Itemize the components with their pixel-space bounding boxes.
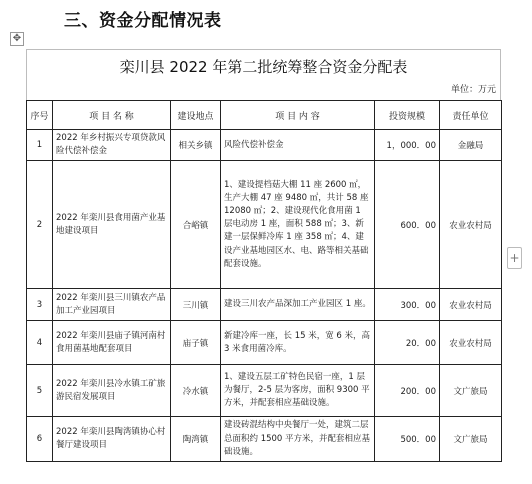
table-row [27, 417, 502, 462]
cell-unit: 文广旅局 [440, 417, 502, 462]
cell-location: 相关乡镇 [171, 130, 221, 161]
table-header-row [27, 101, 502, 130]
cell-unit: 农业农村局 [440, 289, 502, 321]
cell-name: 2022 年栾川县三川镇农产品加工产业园项目 [53, 289, 171, 321]
cell-unit: 农业农村局 [440, 321, 502, 365]
col-header-unit: 责任单位 [440, 101, 502, 130]
cell-content: 1、建设提档菇大棚 11 座 2600 ㎡，生产大棚 47 座 9480 ㎡，共计 58 座 12080 ㎡；2、建设现代化食用菌 1 层电动房 1 座，面积 588 ㎡；3、新建一层保鲜冷库 1 座 358 ㎡；4、建设产业基地园区水、电、路等相关基础配套设施。 [221, 161, 375, 289]
plus-icon[interactable]: + [507, 247, 522, 269]
cell-unit: 农业农村局 [440, 161, 502, 289]
cell-no: 3 [27, 289, 53, 321]
cell-investment: 200．00 [375, 365, 440, 417]
cell-no: 1 [27, 130, 53, 161]
table-row [27, 289, 502, 321]
table-row [27, 130, 502, 161]
cell-name: 2022 年栾川县冷水镇工矿旅游民宿发展项目 [53, 365, 171, 417]
cell-no: 6 [27, 417, 53, 462]
cell-location: 冷水镇 [171, 365, 221, 417]
cell-investment: 300．00 [375, 289, 440, 321]
cell-unit: 文广旅局 [440, 365, 502, 417]
table-row [27, 161, 502, 289]
table-row [27, 321, 502, 365]
cell-location: 庙子镇 [171, 321, 221, 365]
cell-content: 建设砖混结构中央餐厅一处，建筑二层总面积约 1500 平方米，并配套相应基础设施。 [221, 417, 375, 462]
cell-unit: 金融局 [440, 130, 502, 161]
col-header-name: 项 目 名 称 [53, 101, 171, 130]
cell-investment: 600．00 [375, 161, 440, 289]
cell-name: 2022 年栾川县庙子镇河南村食用菌基地配套项目 [53, 321, 171, 365]
cell-content: 建设三川农产品深加工产业园区 1 座。 [221, 289, 375, 321]
cell-content: 风险代偿补偿金 [221, 130, 375, 161]
col-header-investment: 投资规模 [375, 101, 440, 130]
cell-name: 2022 年栾川县陶湾镇协心村餐厅建设项目 [53, 417, 171, 462]
cell-name: 2022 年栾川县食用菌产业基地建设项目 [53, 161, 171, 289]
move-cross-icon[interactable]: ✥ [10, 32, 24, 46]
table-title: 栾川县 2022 年第二批统筹整合资金分配表 [119, 58, 408, 76]
col-header-location: 建设地点 [171, 101, 221, 130]
cell-content: 新建冷库一座，长 15 米，宽 6 米，高 3 米食用菌冷库。 [221, 321, 375, 365]
cell-investment: 1，000．00 [375, 130, 440, 161]
cell-investment: 20．00 [375, 321, 440, 365]
cell-content: 1、建设五层工矿特色民宿一座，1 层为餐厅，2-5 层为客房，面积 9300 平方米，并配套相应基础设施。 [221, 365, 375, 417]
cell-no: 5 [27, 365, 53, 417]
col-header-content: 项 目 内 容 [221, 101, 375, 130]
col-header-no: 序号 [27, 101, 53, 130]
cell-no: 2 [27, 161, 53, 289]
cell-location: 陶湾镇 [171, 417, 221, 462]
cell-location: 三川镇 [171, 289, 221, 321]
unit-label: 单位：万元 [26, 81, 501, 100]
cell-investment: 500．00 [375, 417, 440, 462]
allocation-table [26, 100, 502, 462]
cell-location: 合峪镇 [171, 161, 221, 289]
section-heading: 三、资金分配情况表 [64, 11, 222, 31]
cell-name: 2022 年乡村振兴专项贷款风险代偿补偿金 [53, 130, 171, 161]
cell-no: 4 [27, 321, 53, 365]
table-row [27, 365, 502, 417]
